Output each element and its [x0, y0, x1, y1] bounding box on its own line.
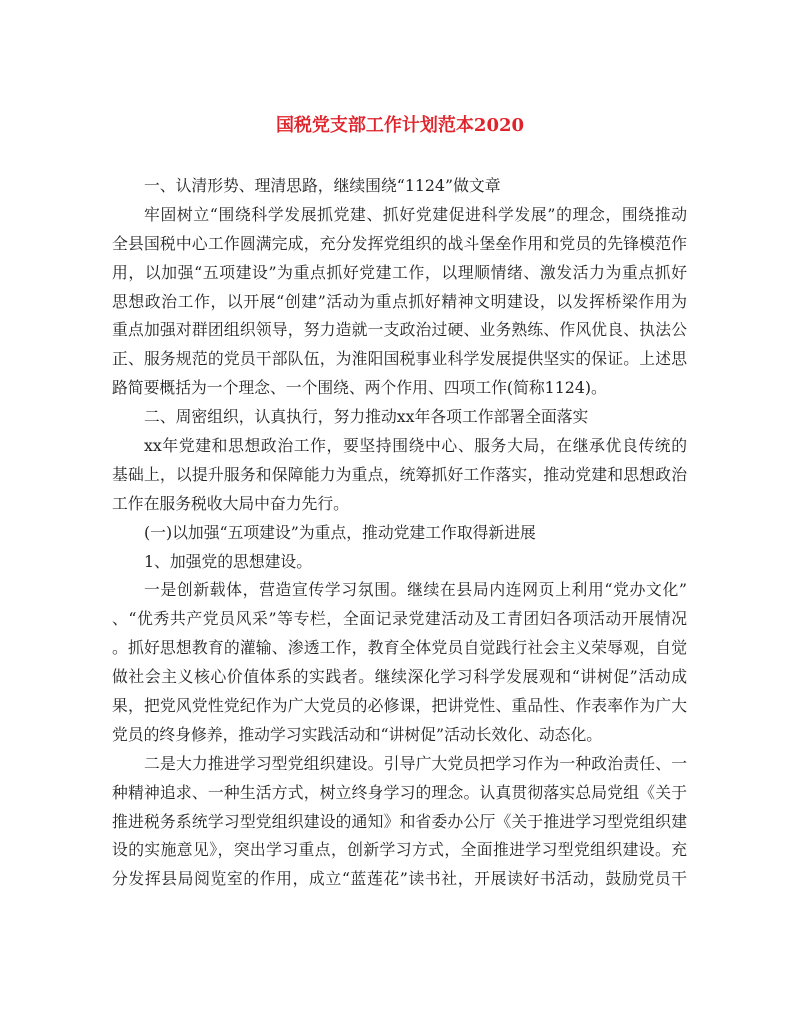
- text-line: 一、认清形势、理清思路，继续围绕“1124”做文章: [144, 176, 501, 195]
- text-line: 分发挥县局阅览室的作用，成立“蓝莲花”读书社，开展读好书活动，鼓励党员干: [112, 869, 687, 889]
- text-line: 路简要概括为一个理念、一个围绕、两个作用、四项工作(简称1124)。: [112, 378, 607, 398]
- text-line: 用，以加强“五项建设”为重点抓好党建工作，以理顺情绪、激发活力为重点抓好: [112, 262, 687, 282]
- text-line: 全县国税中心工作圆满完成，充分发挥党组织的战斗堡垒作用和党员的先锋模范作: [112, 233, 687, 253]
- text-line: 。抓好思想教育的灌输、渗透工作，教育全体党员自觉践行社会主义荣辱观，自觉: [112, 638, 687, 658]
- text-line: 、“优秀共产党员风采”等专栏，全面记录党建活动及工青团妇各项活动开展情况: [112, 609, 687, 629]
- text-line: 党员的终身修养，推动学习实践活动和“讲树促”活动长效化、动态化。: [112, 724, 603, 744]
- text-line: (一)以加强“五项建设”为重点，推动党建工作取得新进展: [144, 522, 536, 542]
- text-line: 工作在服务税收大局中奋力先行。: [112, 493, 349, 513]
- text-line: 基础上，以提升服务和保障能力为重点，统筹抓好工作落实，推动党建和思想政治: [112, 464, 687, 484]
- text-line: 一是创新载体，营造宣传学习氛围。继续在县局内连网页上利用“党办文化”: [144, 580, 687, 600]
- text-line: 种精神追求、一种生活方式，树立终身学习的理念。认真贯彻落实总局党组《关于: [112, 782, 687, 802]
- document-body: [112, 172, 687, 894]
- text-line: 1、加强党的思想建设。: [144, 551, 313, 571]
- text-line: 推进税务系统学习型党组织建设的通知》和省委办公厅《关于推进学习型党组织建: [112, 811, 687, 831]
- text-line: xx年党建和思想政治工作，要坚持围绕中心、服务大局，在继承优良传统的: [144, 436, 687, 456]
- document-title: 国税党支部工作计划范本2020: [275, 115, 525, 136]
- text-line: 正、服务规范的党员干部队伍，为淮阳国税事业科学发展提供坚实的保证。上述思: [112, 349, 687, 369]
- text-line: 牢固树立“围绕科学发展抓党建、抓好党建促进科学发展”的理念，围绕推动: [144, 204, 687, 224]
- text-line: 设的实施意见》，突出学习重点，创新学习方式，全面推进学习型党组织建设。充: [112, 840, 687, 860]
- text-line: 重点加强对群团组织领导，努力造就一支政治过硬、业务熟练、作风优良、执法公: [112, 320, 687, 340]
- text-line: 思想政治工作，以开展“创建”活动为重点抓好精神文明建设，以发挥桥梁作用为: [112, 291, 687, 311]
- text-line: 二、周密组织，认真执行，努力推动xx年各项工作部署全面落实: [144, 407, 589, 427]
- text-line: 二是大力推进学习型党组织建设。引导广大党员把学习作为一种政治责任、一: [144, 753, 687, 773]
- text-line: 果，把党风党性党纪作为广大党员的必修课，把讲党性、重品性、作表率作为广大: [112, 696, 687, 716]
- text-line: 做社会主义核心价值体系的实践者。继续深化学习科学发展观和“讲树促”活动成: [112, 667, 687, 687]
